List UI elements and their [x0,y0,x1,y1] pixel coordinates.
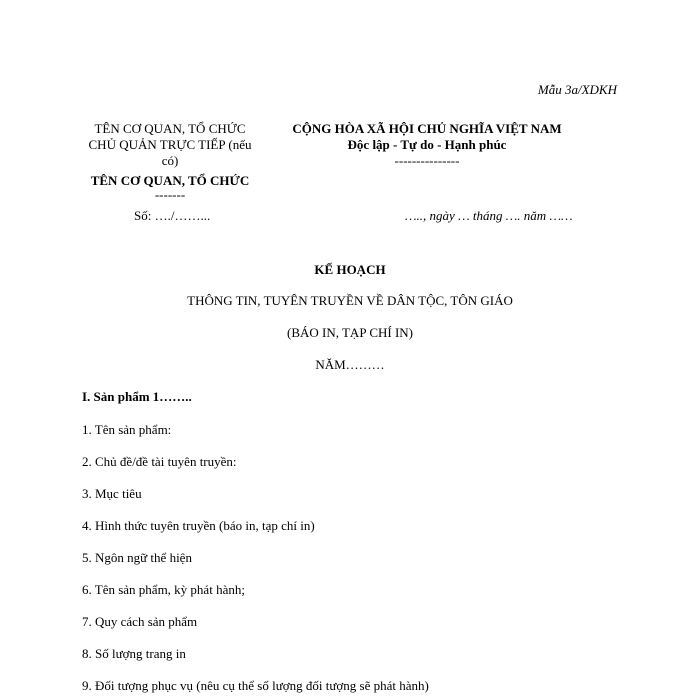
agency-name: TÊN CƠ QUAN, TỔ CHỨC [90,173,250,188]
nation-name: CỘNG HÒA XÃ HỘI CHỦ NGHĨA VIỆT NAM [292,121,562,136]
national-motto: Độc lập - Tự do - Hạnh phúc [347,137,507,152]
list-item: 6. Tên sản phẩm, kỳ phát hành; [82,582,245,597]
parent-agency-line-3: có) [161,153,179,168]
document-title: KẾ HOẠCH [314,262,386,277]
list-item: 2. Chủ đề/đề tài tuyên truyền: [82,454,237,469]
document-media-type: (BÁO IN, TẠP CHÍ IN) [286,325,414,340]
list-item: 4. Hình thức tuyên truyền (báo in, tạp chí in) [82,518,315,533]
parent-agency-line-2: CHỦ QUẢN TRỰC TIẾP (nếu [88,137,252,152]
left-divider: ------- [154,187,186,202]
item-list [82,421,429,700]
list-item: 1. Tên sản phẩm: [82,422,172,437]
right-header [283,121,571,169]
document-number: Số: …./……... [134,208,211,223]
left-header [80,121,260,203]
list-item: 5. Ngôn ngữ thể hiện [82,550,192,565]
section-heading: I. Sản phẩm 1…….. [82,389,192,404]
list-item: 7. Quy cách sản phẩm [82,614,198,629]
document-subtitle: THÔNG TIN, TUYÊN TRUYỀN VỀ DÂN TỘC, TÔN GIÁO [187,293,513,308]
list-item: 8. Số lượng trang in [82,646,186,661]
list-item: 9. Đối tượng phục vụ (nêu cụ thể số lượng đối tượng sẽ phát hành) [82,678,429,693]
form-code: Mẫu 3a/XDKH [537,82,617,97]
right-divider: --------------- [394,153,460,168]
date-line: ….., ngày … tháng …. năm …… [405,208,573,223]
document-year: NĂM……… [315,357,385,372]
list-item: 3. Mục tiêu [82,486,142,501]
parent-agency-line-1: TÊN CƠ QUAN, TỔ CHỨC [94,121,246,136]
